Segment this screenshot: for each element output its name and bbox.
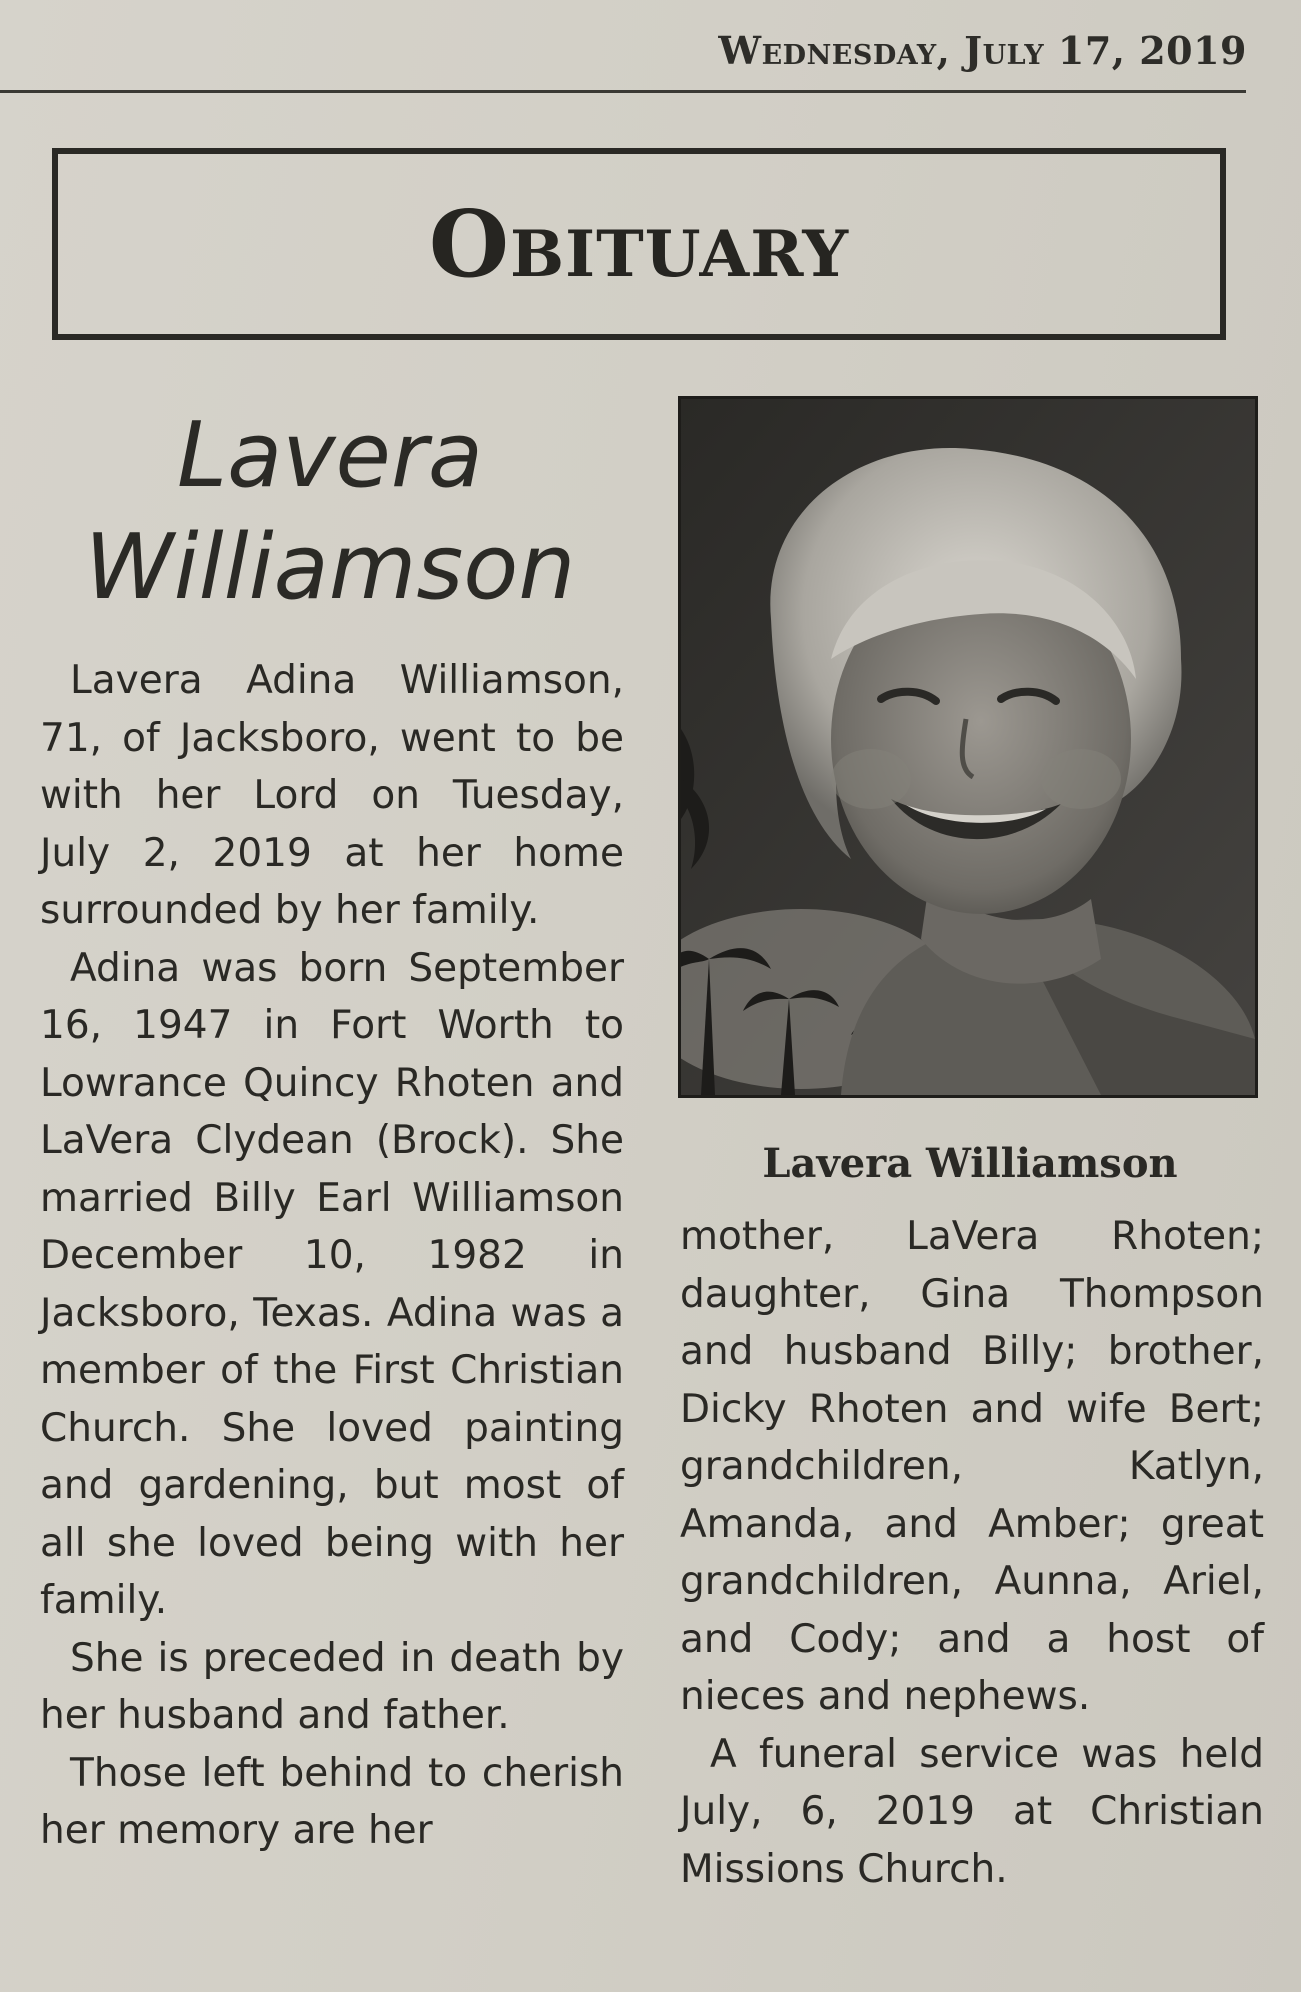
paragraph-preceded: She is preceded in death by her husband and father. bbox=[40, 1635, 624, 1738]
paragraph-survivors-continued: mother, LaVera Rhoten; daughter, Gina Thompson and husband Billy; brother, Dicky Rhoten and wife Bert; grandchildren, Katlyn, Amanda, and Amber; great grandchildren, Aunna, Ariel, and Cody; and a host of nieces and nephews. bbox=[680, 1214, 1264, 1719]
name-line-last: Williamson bbox=[84, 515, 576, 620]
left-column bbox=[40, 652, 624, 1860]
right-column bbox=[680, 1208, 1264, 1898]
paragraph-biography: Adina was born September 16, 1947 in Fort Worth to Lowrance Quincy Rhoten and LaVera Clydean (Brock). She married Billy Earl Williamson December 10, 1982 in Jacksboro, Texas. Adina was a member of the First Christian Church. She loved painting and gardening, but most of all she loved being with her family. bbox=[40, 945, 624, 1623]
portrait-image bbox=[681, 399, 1255, 1095]
photo-caption: Lavera Williamson bbox=[762, 1140, 1178, 1187]
portrait-photo bbox=[678, 396, 1258, 1098]
paragraph-intro: Lavera Adina Williamson, 71, of Jacksboro, went to be with her Lord on Tuesday, July 2, 2019 at her home surrounded by her family. bbox=[40, 658, 624, 933]
name-line-first: Lavera bbox=[176, 403, 484, 508]
paragraph-funeral-service: A funeral service was held July, 6, 2019 at Christian Missions Church. bbox=[680, 1731, 1264, 1892]
section-title: Obituary bbox=[428, 190, 850, 298]
paragraph-survivors-start: Those left behind to cherish her memory are her bbox=[40, 1750, 624, 1853]
issue-date: Wednesday, July 17, 2019 bbox=[718, 28, 1247, 73]
header-rule bbox=[0, 90, 1246, 93]
section-title-box bbox=[52, 148, 1226, 340]
obituary-name-heading bbox=[40, 400, 620, 624]
